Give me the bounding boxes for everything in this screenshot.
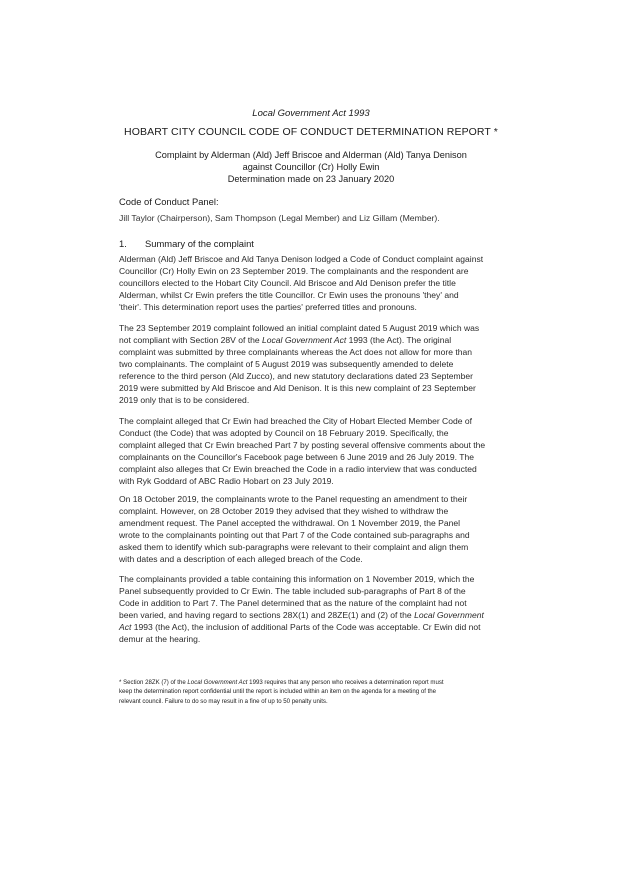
- section-title: Summary of the complaint: [145, 238, 254, 249]
- paragraph-3: [119, 415, 505, 487]
- paragraph-line: 2019 were submitted by Ald Briscoe and Ald Denison. It is this new complaint of 23 September: [119, 383, 476, 394]
- footnote: [119, 678, 519, 706]
- footnote-line: relevant council. Failure to do so may result in a fine of up to 50 penalty units.: [119, 697, 328, 705]
- act-reference: Local Government Act: [262, 335, 347, 346]
- paragraph-line: amendment request. The Panel accepted the withdrawal. On 1 November 2019, the Panel: [119, 518, 460, 529]
- panel-members: Jill Taylor (Chairperson), Sam Thompson (Legal Member) and Liz Gillam (Member).: [119, 213, 440, 223]
- paragraph-line: two complainants. The complaint of 5 August 2019 was subsequently amended to delete: [119, 359, 454, 370]
- act-reference: Local Government Act: [187, 679, 248, 686]
- paragraph-line: 'their'. This determination report uses the parties' preferred titles and pronouns.: [119, 302, 417, 313]
- paragraph-line: Alderman (Ald) Jeff Briscoe and Ald Tanya Denison lodged a Code of Conduct complaint against: [119, 254, 484, 264]
- complaint-line-1: Complaint by Alderman (Ald) Jeff Briscoe and Alderman (Ald) Tanya Denison: [155, 150, 467, 160]
- section-heading: [119, 238, 254, 249]
- paragraph-line: been varied, and having regard to sections 28X(1) and 28ZE(1) and (2) of the Local Government: [119, 610, 484, 621]
- paragraph-line: 2019 only that is to be considered.: [119, 395, 250, 406]
- footnote-line: * Section 28ZK (7) of the Local Government Act 1993 requires that any person who receives a determination report must: [119, 679, 444, 686]
- paragraph-line: complainants on the Councillor's Facebook page between 6 June 2019 and 26 July 2019. The: [119, 452, 474, 463]
- paragraph-line: Alderman, whilst Cr Ewin prefers the title Councillor. Cr Ewin uses the pronouns 'they' and: [119, 290, 459, 301]
- paragraph-line: wrote to the complainants pointing out that Part 7 of the Code contained sub-paragraphs and: [119, 530, 470, 541]
- paragraph-line: Act 1993 (the Act), the inclusion of additional Parts of the Code was acceptable. Cr Ewin did not: [119, 622, 481, 633]
- paragraph-4: [119, 493, 505, 565]
- act-title: Local Government Act 1993: [252, 108, 370, 119]
- paragraph-line: complaint. However, on 28 October 2019 they advised that they wished to withdraw the: [119, 506, 449, 517]
- paragraph-line: demur at the hearing.: [119, 634, 201, 645]
- footnote-line: keep the determination report confidential until the report is included within an item on the agenda for a meeting of the: [119, 688, 437, 696]
- paragraph-line: Conduct (the Code) that was adopted by Council on 18 February 2019. Specifically, the: [119, 428, 449, 439]
- paragraph-line: with Ryk Goddard of ABC Radio Hobart on 23 July 2019.: [119, 476, 334, 487]
- panel-label: Code of Conduct Panel:: [119, 196, 219, 207]
- paragraph-line: On 18 October 2019, the complainants wrote to the Panel requesting an amendment to their: [119, 494, 468, 504]
- paragraph-line: with dates and a description of each alleged breach of the Code.: [119, 554, 363, 565]
- paragraph-line: Code in addition to Part 7. The Panel determined that as the nature of the complaint had not: [119, 598, 467, 609]
- paragraph-line: asked them to identify which sub-paragraphs were relevant to their complaint and align them: [119, 542, 469, 553]
- paragraph-line: The complainants provided a table containing this information on 1 November 2019, which the: [119, 574, 475, 584]
- paragraph-line: complaint also alleges that Cr Ewin breached the Code in a radio interview that was conducted: [119, 464, 477, 475]
- complaint-line-2: against Councillor (Cr) Holly Ewin: [242, 162, 380, 172]
- paragraph-2: [119, 322, 505, 406]
- paragraph-line: Panel subsequently provided to Cr Ewin. The table included sub-paragraphs of Part 8 of the: [119, 586, 466, 597]
- report-title: HOBART CITY COUNCIL CODE OF CONDUCT DETERMINATION REPORT *: [124, 126, 498, 138]
- paragraph-1: [119, 253, 505, 313]
- act-reference: Act: [119, 622, 132, 633]
- paragraph-line: complaint was submitted by three complainants whereas the Act does not allow for more than: [119, 347, 472, 358]
- paragraph-line: councillors elected to the Hobart City Council. Ald Briscoe and Ald Denison prefer the title: [119, 278, 456, 289]
- paragraph-line: reference to the third person (Ald Zucco), and new statutory declarations dated 23 September: [119, 371, 473, 382]
- paragraph-line: not compliant with Section 28V of the Local Government Act 1993 (the Act). The original: [119, 335, 452, 346]
- act-reference: Local Government: [414, 610, 484, 621]
- paragraph-line: complaint alleged that Cr Ewin breached Part 7 by posting several offensive comments about the: [119, 440, 486, 451]
- paragraph-line: The complaint alleged that Cr Ewin had breached the City of Hobart Elected Member Code of: [119, 416, 472, 426]
- paragraph-line: The 23 September 2019 complaint followed an initial complaint dated 5 August 2019 which was: [119, 323, 480, 333]
- section-number: 1.: [119, 238, 127, 249]
- determination-date: Determination made on 23 January 2020: [227, 174, 395, 184]
- paragraph-5: [119, 573, 505, 645]
- paragraph-line: Councillor (Cr) Holly Ewin on 23 September 2019. The complainants and the respondent are: [119, 266, 469, 277]
